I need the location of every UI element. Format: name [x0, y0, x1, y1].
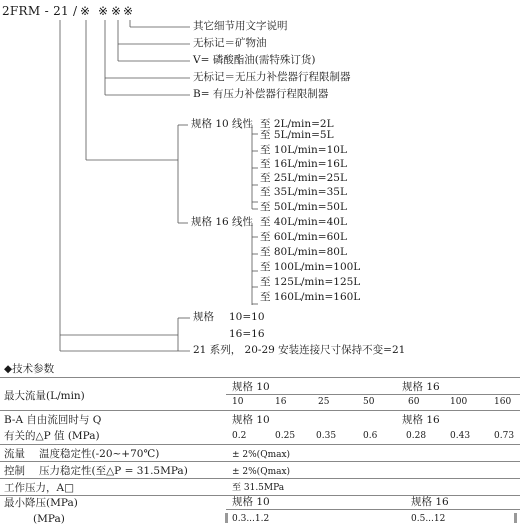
size-10-option: 10=10: [229, 311, 265, 323]
spec10-linear-label: 规格 10 线性: [191, 118, 254, 130]
min-drop-16-value: 0.5...12: [411, 514, 446, 524]
compensator-option: B= 有压力补偿器行程限制器: [193, 88, 329, 100]
size-label: 规格: [193, 311, 214, 323]
ba-flow-label: B-A 自由流回时与 Q: [4, 414, 102, 426]
max-flow-label: 最大流量(L/min): [4, 390, 85, 402]
flow-option: 至 160L/min=160L: [260, 291, 361, 303]
code-mark-4: ※: [123, 4, 134, 18]
model-code-prefix: 2FRM - 21 /: [2, 4, 78, 18]
temp-stability-value: ± 2%(Qmax): [232, 450, 291, 460]
max-flow-value: 50: [363, 397, 375, 407]
no-compensator-option: 无标记＝无压力补偿器行程限制器: [193, 71, 351, 83]
flow-option: 至 35L/min=35L: [260, 186, 347, 198]
max-flow-value: 16: [275, 397, 287, 407]
flow-option: 至 125L/min=125L: [260, 276, 361, 288]
flow-option: 至 50L/min=50L: [260, 201, 347, 213]
flow-label: 流量: [4, 448, 25, 460]
max-flow-value: 60: [408, 397, 420, 407]
size-16-option: 16=16: [229, 328, 265, 340]
flow-option: 至 5L/min=5L: [260, 129, 334, 141]
code-mark-1: ※: [80, 4, 91, 18]
dp-label: 有关的△P 值 (MPa): [4, 430, 100, 442]
column-marker: [225, 513, 228, 523]
flow-option: 至 2L/min=2L: [260, 118, 334, 130]
dp-value: 0.35: [316, 431, 337, 441]
spec10-header: 规格 10: [232, 496, 270, 508]
flow-option: 至 25L/min=25L: [260, 172, 347, 184]
dp-value: 0.73: [494, 431, 515, 441]
max-flow-value: 100: [450, 397, 468, 407]
control-label: 控制: [4, 465, 25, 477]
min-drop-unit: (MPa): [33, 513, 65, 525]
dp-value: 0.43: [450, 431, 471, 441]
phosphate-oil-option: V= 磷酸酯油(需特殊订货): [193, 54, 316, 66]
min-drop-10-value: 0.3...1.2: [232, 514, 270, 524]
code-mark-2: ※: [98, 4, 109, 18]
flow-option: 至 80L/min=80L: [260, 246, 347, 258]
work-pressure-label: 工作压力，A□: [4, 482, 75, 494]
temp-stability-label: 温度稳定性(-20~+70℃): [39, 448, 160, 460]
other-details-note: 其它细节用文字说明: [193, 20, 288, 32]
flow-option: 至 10L/min=10L: [260, 144, 347, 156]
divider: [226, 394, 520, 395]
max-flow-value: 10: [232, 397, 244, 407]
dp-value: 0.28: [406, 431, 427, 441]
flow-option: 至 60L/min=60L: [260, 231, 347, 243]
spec16-header: 规格 16: [402, 381, 440, 393]
max-flow-value: 160: [494, 397, 512, 407]
flow-option: 至 40L/min=40L: [260, 216, 347, 228]
mineral-oil-option: 无标记＝矿物油: [193, 37, 267, 49]
spec16-header: 规格 16: [411, 496, 449, 508]
series-note: 21 系列， 20-29 安装连接尺寸保持不变=21: [193, 344, 406, 356]
spec16-linear-label: 规格 16 线性: [191, 216, 254, 228]
divider: [0, 478, 520, 479]
spec10-header: 规格 10: [232, 414, 270, 426]
divider: [0, 461, 520, 462]
flow-option: 至 16L/min=16L: [260, 158, 347, 170]
pressure-stability-value: ± 2%(Qmax): [232, 467, 291, 477]
divider: [226, 509, 520, 510]
spec16-header: 规格 16: [402, 414, 440, 426]
code-mark-3: ※: [111, 4, 122, 18]
column-marker: [514, 513, 517, 523]
dp-value: 0.2: [232, 431, 247, 441]
spec10-header: 规格 10: [232, 381, 270, 393]
work-pressure-value: 至 31.5MPa: [232, 483, 285, 493]
max-flow-value: 25: [318, 397, 330, 407]
min-drop-label: 最小降压(MPa): [4, 497, 78, 509]
dp-value: 0.25: [275, 431, 296, 441]
tech-params-heading: ◆技术参数: [4, 363, 55, 375]
flow-option: 至 100L/min=100L: [260, 261, 361, 273]
divider: [0, 377, 520, 378]
dp-value: 0.6: [363, 431, 378, 441]
divider: [0, 444, 520, 445]
pressure-stability-label: 压力稳定性(至△P = 31.5MPa): [39, 465, 188, 477]
divider: [0, 410, 520, 411]
